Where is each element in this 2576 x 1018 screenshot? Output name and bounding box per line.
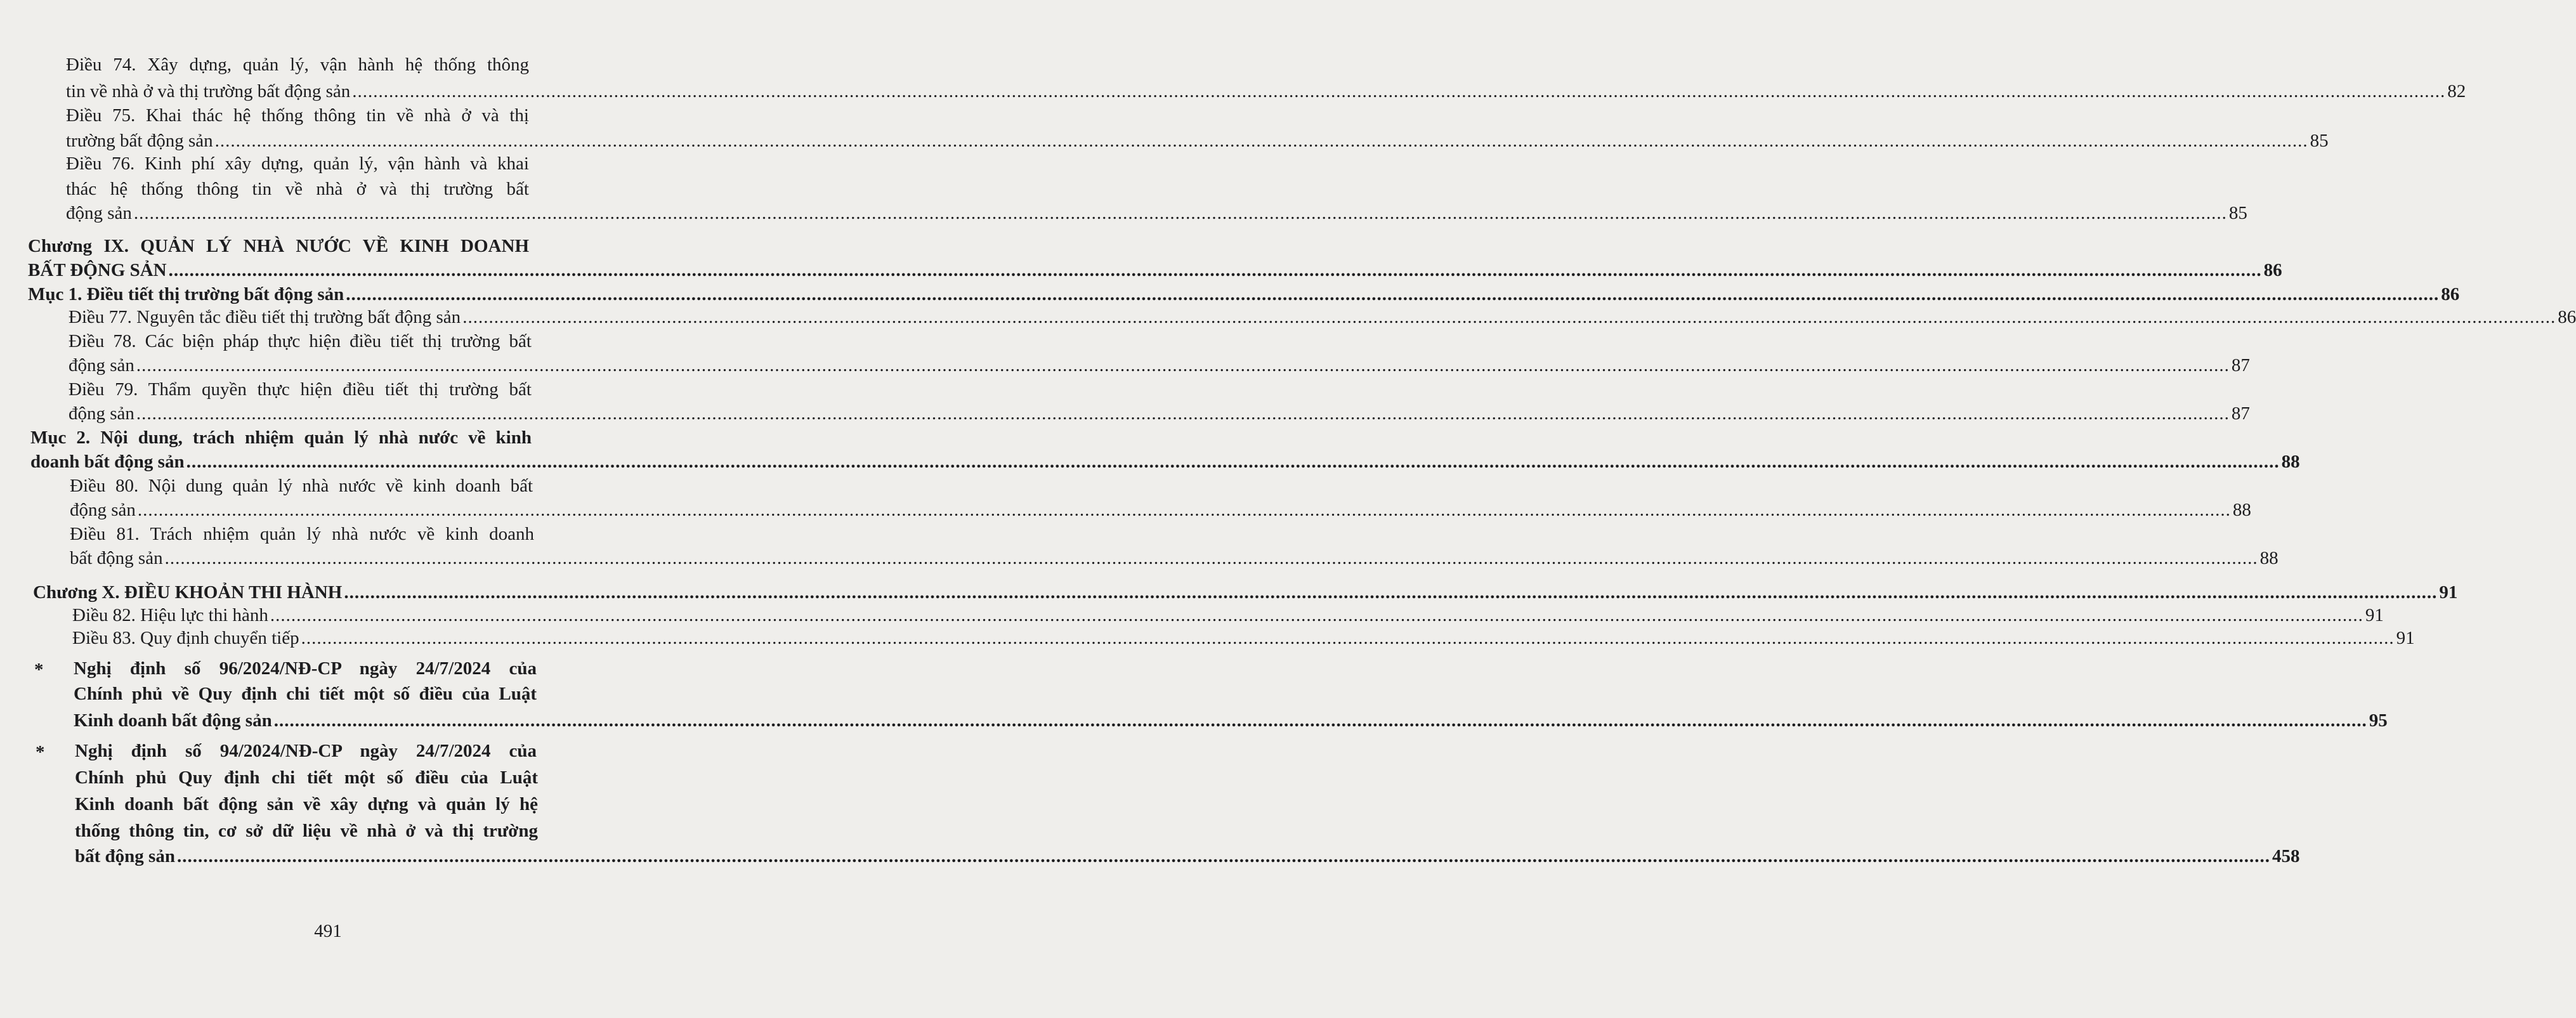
entry-text: Điều 80. Nội dung quản lý nhà nước về kinh doanh bất [70, 476, 533, 496]
decree-entry-line [74, 682, 537, 705]
dot-leader: ................................................................................................................................................................................................................................................................................................................................................................................................................ [186, 452, 2280, 472]
toc-entry-line [70, 547, 2279, 570]
chapter-heading-line [33, 581, 2458, 604]
entry-text: Chương IX. QUẢN LÝ NHÀ NƯỚC VỀ KINH DOANH [28, 236, 529, 256]
entry-text: doanh bất động sản [30, 452, 185, 472]
bullet-asterisk: * [34, 660, 44, 680]
decree-entry-line [74, 709, 2388, 732]
dot-leader: ................................................................................................................................................................................................................................................................................................................................................................................................................ [462, 307, 2556, 327]
page-ref: 86 [2441, 284, 2460, 304]
dot-leader: ................................................................................................................................................................................................................................................................................................................................................................................................................ [346, 284, 2440, 304]
dot-leader: ................................................................................................................................................................................................................................................................................................................................................................................................................ [301, 628, 2395, 648]
entry-text: động sản [66, 203, 132, 223]
entry-text: động sản [69, 355, 134, 375]
entry-text: bất động sản [75, 846, 175, 866]
section-heading-line [30, 426, 532, 449]
entry-text: thống thông tin, cơ sở dữ liệu về nhà ở và thị trường [75, 821, 538, 841]
page-ref: 95 [2369, 710, 2388, 731]
dot-leader: ................................................................................................................................................................................................................................................................................................................................................................................................................ [344, 582, 2438, 603]
dot-leader: ................................................................................................................................................................................................................................................................................................................................................................................................................ [164, 548, 2258, 568]
entry-text: Điều 76. Kinh phí xây dựng, quản lý, vận hành và khai [66, 153, 529, 174]
chapter-heading-line [28, 235, 529, 258]
toc-entry-line [66, 129, 2329, 152]
toc-entry-line [70, 499, 2251, 521]
page-ref: 86 [2263, 260, 2282, 280]
section-heading-line [28, 283, 2460, 306]
entry-text: bất động sản [70, 548, 163, 568]
entry-text: Nghị định số 96/2024/NĐ-CP ngày 24/7/2024 của [74, 658, 537, 679]
toc-entry-line [66, 104, 529, 127]
entry-text: Kinh doanh bất động sản [74, 710, 272, 731]
entry-text: Điều 79. Thẩm quyền thực hiện điều tiết thị trường bất [69, 379, 532, 400]
toc-entry-line [70, 523, 534, 545]
page-ref: 88 [2259, 548, 2279, 568]
decree-entry-line [74, 657, 537, 680]
decree-entry-line [75, 819, 538, 842]
decree-entry-line [75, 845, 2300, 868]
dot-leader: ................................................................................................................................................................................................................................................................................................................................................................................................................ [270, 605, 2364, 625]
entry-text: BẤT ĐỘNG SẢN [28, 260, 167, 280]
dot-leader: ................................................................................................................................................................................................................................................................................................................................................................................................................ [168, 260, 2262, 280]
toc-entry-line [69, 330, 532, 353]
entry-text: Điều 78. Các biện pháp thực hiện điều tiết thị trường bất [69, 331, 532, 351]
page-ref: 85 [2310, 131, 2329, 151]
entry-text: Điều 74. Xây dựng, quản lý, vận hành hệ thống thông [66, 55, 529, 75]
entry-text: Kinh doanh bất động sản về xây dựng và quản lý hệ [75, 794, 538, 814]
page-ref: 85 [2228, 203, 2247, 223]
dot-leader: ................................................................................................................................................................................................................................................................................................................................................................................................................ [214, 131, 2308, 151]
decree-entry-line [75, 766, 538, 789]
page-ref: 91 [2439, 582, 2458, 603]
dot-leader: ................................................................................................................................................................................................................................................................................................................................................................................................................ [133, 203, 2227, 223]
section-heading-line [30, 450, 2300, 473]
entry-text: thác hệ thống thông tin về nhà ở và thị trường bất [66, 179, 529, 199]
page-ref: 88 [2281, 452, 2300, 472]
toc-entry-line [66, 178, 529, 200]
entry-text: Chính phủ về Quy định chi tiết một số điều của Luật [74, 684, 537, 704]
dot-leader: ................................................................................................................................................................................................................................................................................................................................................................................................................ [273, 710, 2367, 731]
page-ref: 87 [2231, 355, 2250, 375]
page-ref: 87 [2231, 403, 2250, 424]
page-ref: 91 [2365, 605, 2384, 625]
entry-text: tin về nhà ở và thị trường bất động sản [66, 81, 351, 101]
dot-leader: ................................................................................................................................................................................................................................................................................................................................................................................................................ [136, 403, 2230, 424]
page-ref: 86 [2558, 307, 2576, 327]
entry-text: Chính phủ Quy định chi tiết một số điều của Luật [75, 767, 538, 788]
entry-text: Điều 77. Nguyên tắc điều tiết thị trường bất động sản [69, 307, 461, 327]
page-ref: 88 [2232, 500, 2251, 520]
entry-text: Mục 1. Điều tiết thị trường bất động sản [28, 284, 344, 304]
toc-entry-line [66, 202, 2247, 225]
toc-entry-line [69, 378, 532, 401]
entry-text: Điều 81. Trách nhiệm quản lý nhà nước về kinh doanh [70, 524, 534, 544]
entry-text: Mục 2. Nội dung, trách nhiệm quản lý nhà nước về kinh [30, 427, 532, 448]
page-ref: 82 [2447, 81, 2466, 101]
toc-entry-line [66, 80, 2466, 103]
toc-entry-line [72, 604, 2384, 627]
toc-entry-line [69, 402, 2250, 425]
chapter-heading-line [28, 259, 2282, 282]
entry-text: Điều 83. Quy định chuyển tiếp [72, 628, 299, 648]
toc-entry-line [66, 152, 529, 175]
entry-text: Điều 82. Hiệu lực thi hành [72, 605, 268, 625]
toc-entry-line [72, 627, 2415, 649]
dot-leader: ................................................................................................................................................................................................................................................................................................................................................................................................................ [137, 500, 2231, 520]
entry-text: Nghị định số 94/2024/NĐ-CP ngày 24/7/2024 của [75, 741, 537, 761]
dot-leader: ................................................................................................................................................................................................................................................................................................................................................................................................................ [176, 846, 2270, 866]
toc-entry-line [70, 474, 533, 497]
entry-text: trường bất động sản [66, 131, 213, 151]
dot-leader: ................................................................................................................................................................................................................................................................................................................................................................................................................ [352, 81, 2446, 101]
entry-text: Chương X. ĐIỀU KHOẢN THI HÀNH [33, 582, 343, 603]
entry-text: động sản [70, 500, 136, 520]
entry-text: động sản [69, 403, 134, 424]
toc-entry-line [66, 53, 529, 76]
bullet-asterisk: * [36, 742, 45, 762]
page-ref: 91 [2396, 628, 2415, 648]
dot-leader: ................................................................................................................................................................................................................................................................................................................................................................................................................ [136, 355, 2230, 375]
decree-entry-line [75, 740, 537, 762]
decree-entry-line [75, 793, 538, 816]
toc-entry-line [69, 306, 2576, 329]
page-ref: 458 [2272, 846, 2300, 866]
entry-text: Điều 75. Khai thác hệ thống thông tin về nhà ở và thị [66, 105, 529, 126]
page-number: 491 [314, 921, 342, 941]
toc-entry-line [69, 354, 2250, 377]
